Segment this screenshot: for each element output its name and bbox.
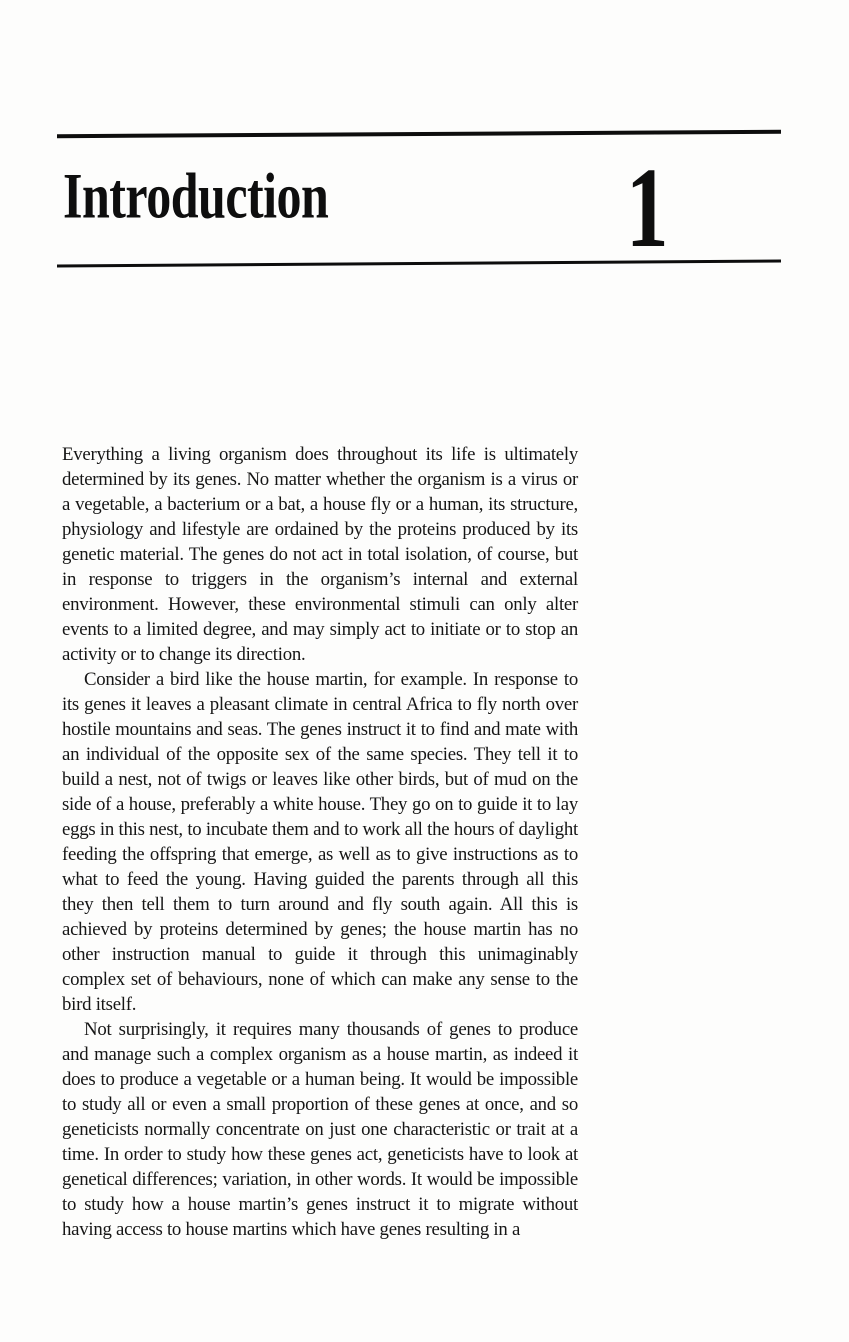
header-rule-bottom	[57, 259, 781, 267]
paragraph-2: Consider a bird like the house martin, for example. In response to its genes it leaves a pleasant climate in central Africa to fly north over hostile mountains and seas. The genes instruct it to find and mate with an individual of the opposite sex of the same species. They tell it to build a nest, not of twigs or leaves like other birds, but of mud on the side of a house, preferably a white house. They go on to guide it to lay eggs in this nest, to incubate them and to work all the hours of daylight feeding the offspring that emerge, as well as to give instructions as to what to feed the young. Having guided the parents through all this they then tell them to turn around and fly south again. All this is achieved by proteins determined by genes; the house martin has no other instruction manual to guide it through this unimaginably complex set of behaviours, none of which can make any sense to the bird itself.	[62, 669, 578, 1015]
chapter-number	[626, 144, 669, 272]
chapter-title-text: Introduction	[63, 159, 329, 232]
chapter-title	[63, 159, 329, 232]
header-rule-top	[57, 130, 781, 138]
paragraph-1: Everything a living organism does throughout its life is ultimately determined by its genes. No matter whether the organism is a virus or a vegetable, a bacterium or a bat, a house fly or a human, its structure, physiology and lifestyle are ordained by the proteins produced by its genetic material. The genes do not act in total isolation, of course, but in response to triggers in the organism’s internal and external environment. However, these environmental stimuli can only alter events to a limited degree, and may simply act to initiate or to stop an activity or to change its direction.	[62, 444, 578, 665]
chapter-number-text: 1	[626, 144, 669, 272]
body-text	[62, 442, 578, 1242]
paragraph-3: Not surprisingly, it requires many thousands of genes to produce and manage such a complex organism as a house martin, as indeed it does to produce a vegetable or a human being. It would be impossible to study all or even a small proportion of these genes at once, and so geneticists normally concentrate on just one characteristic or trait at a time. In order to study how these genes act, geneticists have to look at genetical differences; variation, in other words. It would be impossible to study how a house martin’s genes instruct it to migrate without having access to house martins which have genes resulting in a	[62, 1019, 578, 1240]
